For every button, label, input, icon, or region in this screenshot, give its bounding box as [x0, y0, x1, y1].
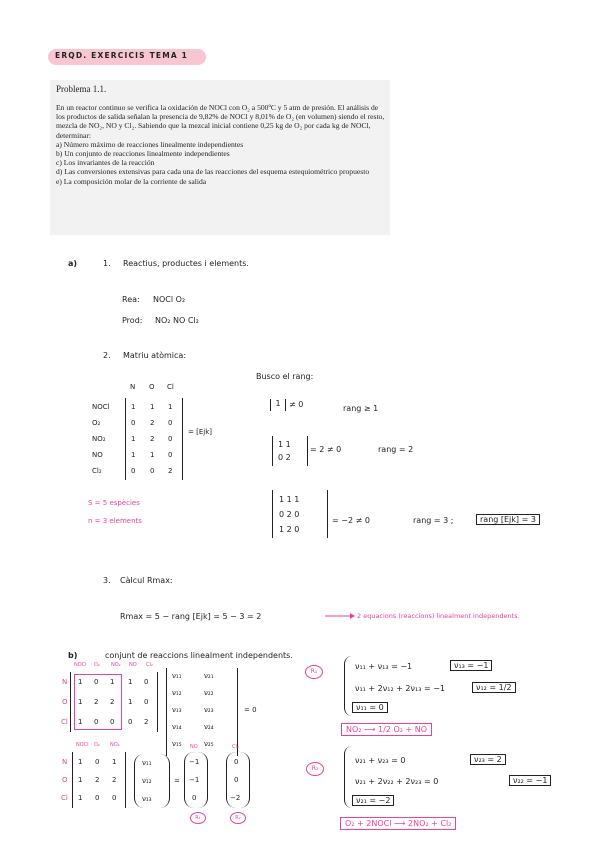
matrix-cell: 1: [131, 403, 136, 411]
col-header: NO₂: [110, 742, 120, 748]
section-a-label: a): [68, 259, 78, 268]
nu-cell: ν₁₄: [172, 723, 182, 731]
r1-line1: ν₁₁ + ν₁₃ = −1: [355, 662, 413, 671]
cell: 0: [144, 698, 149, 706]
row-element: N: [62, 758, 68, 766]
nu-cell: ν₂₃: [204, 706, 214, 714]
matrix-cell: 2: [150, 435, 155, 443]
rank3-row: 1 1 1: [279, 495, 300, 504]
problem-item: e) La composición molar de la corriente de salida: [56, 176, 207, 186]
r1-reaction: NO₂ ⟶ 1/2 O₂ + NO: [341, 723, 432, 736]
species-count-note: S = 5 espècies: [88, 499, 140, 507]
rhs2-cell: −2: [230, 794, 241, 802]
matrix-cell: 1: [131, 435, 136, 443]
rank3-row: 0 2 0: [279, 510, 300, 519]
matrix-cell: 0: [168, 419, 173, 427]
r1-box1: ν₁₃ = −1: [450, 660, 492, 671]
nu-vec-cell: ν₁₁: [142, 759, 152, 767]
cell: 2: [144, 718, 149, 726]
nu-cell: ν₁₁: [172, 672, 182, 680]
rank2-row: 0 2: [278, 453, 291, 462]
cell: 1: [128, 678, 133, 686]
cell: 1: [78, 678, 83, 686]
col-header: NOCl: [74, 662, 87, 668]
matrix-cell: 1: [150, 403, 155, 411]
cell: 0: [128, 718, 133, 726]
step1-number: 1.: [103, 259, 111, 268]
reactants-values: NOCl O₂: [153, 295, 186, 304]
nu-cell: ν₁₅: [172, 740, 182, 748]
rhs1-cell: −1: [189, 776, 200, 784]
r1-line3: ν₁₁ = 0: [352, 702, 388, 713]
matrix-cell: 0: [168, 435, 173, 443]
equals-zero: = 0: [244, 706, 257, 714]
cell: 0: [110, 718, 115, 726]
rhs-header: Cl₂: [232, 744, 239, 750]
rank1-conclusion: rang ≥ 1: [343, 404, 379, 413]
matrix-row-label: NOCl: [92, 403, 110, 411]
matrix-cell: 1: [150, 451, 155, 459]
rmax-equation: Rmax = 5 − rang [Ejk] = 5 − 3 = 2: [120, 612, 262, 621]
problem-item: d) Las conversiones extensivas para cada una de las reacciones del esquema estequiométrico propuesto: [56, 167, 370, 177]
nu-cell: ν₂₂: [204, 689, 214, 697]
nu-cell: ν₂₅: [204, 740, 214, 748]
r2-line3: ν₂₁ = −2: [352, 795, 394, 806]
products-label: Prod:: [122, 316, 143, 325]
cell: 0: [94, 718, 99, 726]
cell: 1: [112, 758, 117, 766]
problem-title: Problema 1.1.: [56, 84, 107, 94]
products-values: NO₂ NO Cl₂: [155, 316, 199, 325]
col-header: NO: [129, 662, 137, 668]
cell: 1: [78, 758, 83, 766]
banner-title: ERQD. EXERCICIS TEMA 1: [55, 51, 189, 60]
col-header: O₂: [94, 662, 100, 668]
cell: 2: [94, 698, 99, 706]
row-element: Cl: [61, 794, 68, 802]
nu-cell: ν₁₃: [172, 706, 182, 714]
cell: 1: [128, 698, 133, 706]
rank3-row: 1 2 0: [279, 525, 300, 534]
rank2-conclusion: rang = 2: [378, 445, 414, 454]
r2-box1: ν₂₃ = 2: [470, 754, 506, 765]
nu-cell: ν₂₄: [204, 723, 214, 731]
cell: 2: [110, 698, 115, 706]
cell: 0: [144, 678, 149, 686]
matrix-col-header: N: [130, 383, 136, 391]
row-element: Cl: [61, 718, 68, 726]
cell: 2: [112, 776, 117, 784]
matrix-cell: 0: [131, 419, 136, 427]
step3-title: Càlcul Rmax:: [120, 576, 173, 585]
cell: 1: [78, 718, 83, 726]
matrix-row-label: O₂: [92, 419, 101, 427]
matrix-cell: 0: [150, 467, 155, 475]
matrix-cell: 2: [168, 467, 173, 475]
rank2-row: 1 1: [278, 440, 291, 449]
step2-title: Matriu atòmica:: [123, 351, 187, 360]
r2-line1: ν₂₁ + ν₂₃ = 0: [355, 756, 406, 765]
rmax-arrow-head: [350, 613, 355, 619]
matrix-equals: = [Ejk]: [188, 428, 212, 436]
rank2-result: = 2 ≠ 0: [310, 445, 342, 454]
matrix-col-header: Cl: [167, 383, 174, 391]
r1-box2: ν₁₂ = 1/2: [472, 682, 516, 693]
row-element: O: [62, 698, 68, 706]
rmax-note: 2 equacions (reaccions) linealment independents.: [357, 612, 520, 620]
r2-tag: R₂: [306, 762, 324, 776]
cell: 0: [95, 794, 100, 802]
cell: 2: [95, 776, 100, 784]
row-element: N: [62, 678, 68, 686]
cell: 0: [94, 678, 99, 686]
cell: 1: [78, 776, 83, 784]
matrix-cell: 0: [168, 451, 173, 459]
equals-sign: =: [174, 777, 180, 785]
nu-vec-cell: ν₁₃: [142, 795, 152, 803]
matrix-row-label: NO₂: [92, 435, 106, 443]
cell: 1: [78, 698, 83, 706]
cell: 1: [78, 794, 83, 802]
rank3-result: = −2 ≠ 0: [332, 516, 370, 525]
matrix-row-label: NO: [92, 451, 103, 459]
rhs-header: NO: [190, 744, 198, 750]
problem-item: a) Número máximo de reacciones linealmente independientes: [56, 139, 244, 149]
problem-item: c) Los invariantes de la reacción: [56, 158, 155, 168]
matrix-col-header: O: [149, 383, 155, 391]
col-header: NO₂: [111, 662, 121, 668]
r2-reaction: O₂ + 2NOCl ⟶ 2NO₂ + Cl₂: [340, 817, 456, 830]
cell: 0: [95, 758, 100, 766]
step2-number: 2.: [103, 351, 111, 360]
section-b-label: b): [68, 651, 78, 660]
step1-title: Reactius, productes i elements.: [123, 259, 249, 268]
r2-line2: ν₂₁ + 2ν₂₂ + 2ν₂₃ = 0: [355, 777, 439, 786]
rhs1-cell: 0: [192, 794, 197, 802]
col-header: Cl₂: [146, 662, 153, 668]
col-header: O₂: [94, 742, 100, 748]
row-element: O: [62, 776, 68, 784]
cell: 1: [110, 678, 115, 686]
section-b-title: conjunt de reaccions linealment independents.: [105, 651, 293, 660]
step3-number: 3.: [103, 576, 111, 585]
nu-cell: ν₁₂: [172, 689, 182, 697]
rank-title: Busco el rang:: [256, 372, 314, 381]
r2-circle: R₂: [230, 812, 246, 824]
nu-cell: ν₂₁: [204, 672, 214, 680]
rhs1-cell: −1: [189, 758, 200, 766]
rank3-conclusion: rang = 3 ;: [413, 516, 454, 525]
rank1-determinant: 1: [270, 399, 286, 411]
matrix-cell: 1: [168, 403, 173, 411]
rhs2-cell: 0: [234, 758, 239, 766]
col-header: NOCl: [76, 742, 89, 748]
matrix-cell: 2: [150, 419, 155, 427]
problem-text: En un reactor continuo se verifica la oxidación de NOCl con O₂ a 500ºC y 5 atm de presión. El análisis de los productos de salida señalan la presencia de 9,82% de NOCl y 8,01% de O₂ (en volumen) siendo el resto, mezcla de NO₂, NO y Cl₂. Sabiendo que la mezcal inicial contiene 0,25 kg de O₂ por cada kg de NOCl, determinar:: [56, 103, 385, 140]
reactants-label: Rea:: [122, 295, 140, 304]
r1-circle: R₁: [190, 812, 206, 824]
rhs2-cell: 0: [234, 776, 239, 784]
r1-line2: ν₁₁ + 2ν₁₂ + 2ν₁₃ = −1: [355, 684, 445, 693]
matrix-cell: 0: [131, 467, 136, 475]
r1-tag: R₁: [305, 665, 323, 679]
rank-result-box: rang [Ejk] = 3: [476, 514, 540, 525]
problem-item: b) Un conjunto de reacciones linealmente independientes: [56, 149, 230, 159]
element-count-note: n = 3 elements: [88, 517, 142, 525]
nu-vec-cell: ν₁₂: [142, 777, 152, 785]
matrix-row-label: Cl₂: [92, 467, 102, 475]
matrix-cell: 1: [131, 451, 136, 459]
rank1-result: ≠ 0: [289, 400, 304, 409]
cell: 0: [112, 794, 117, 802]
r2-box2: ν₂₂ = −1: [509, 775, 551, 786]
